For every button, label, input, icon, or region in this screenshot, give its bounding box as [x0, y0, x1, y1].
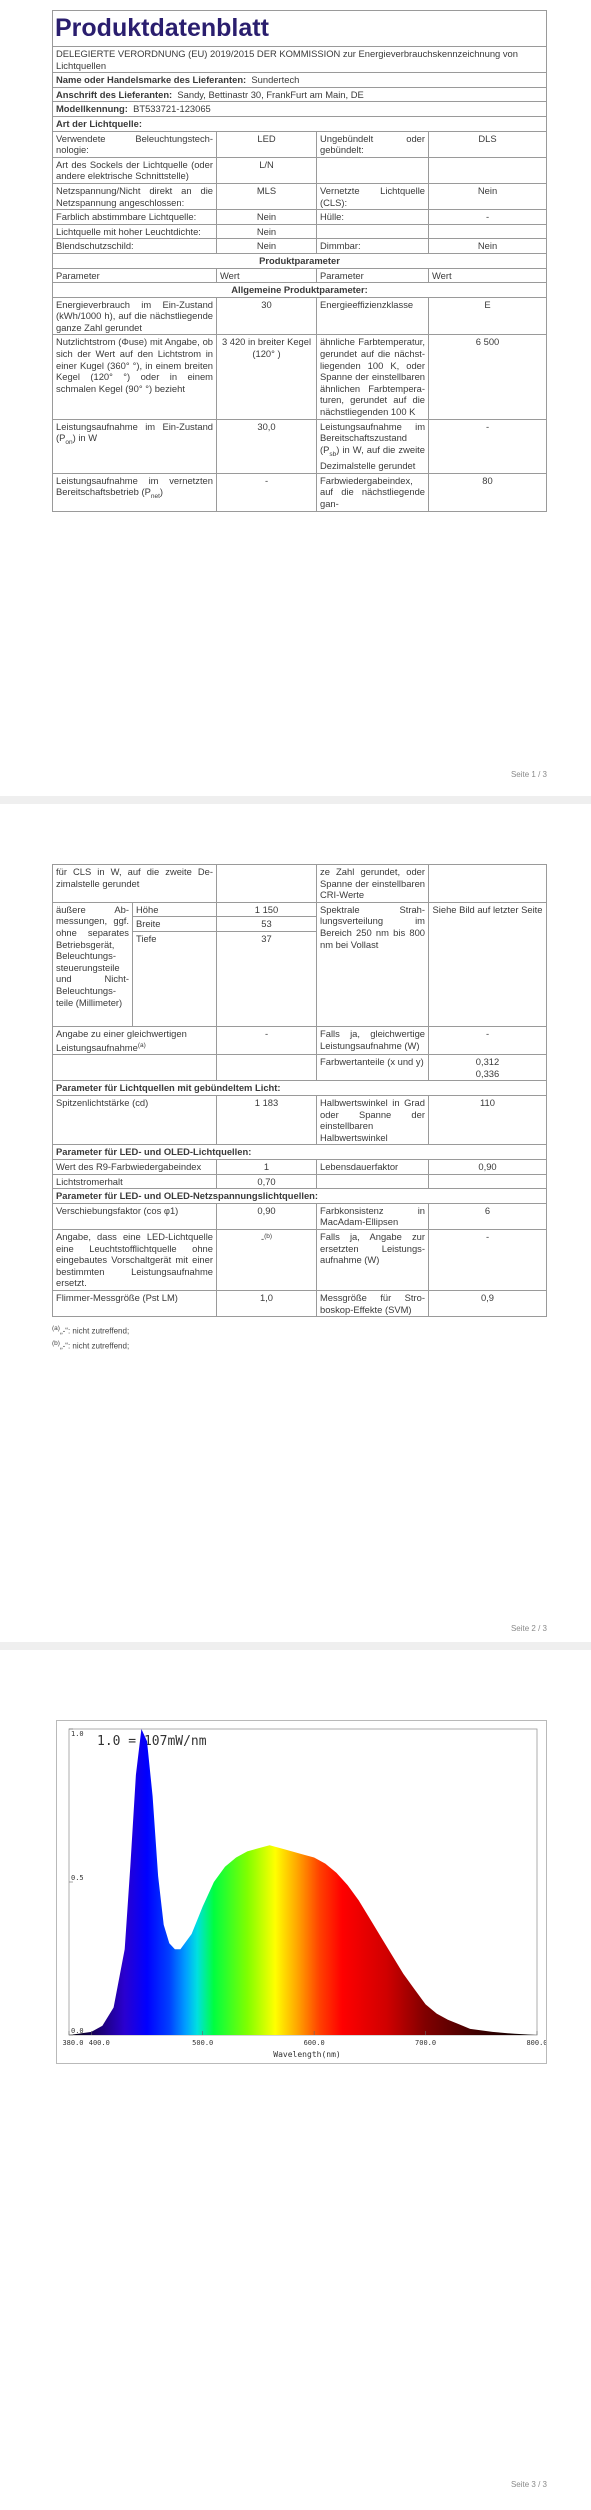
param-value: -$^{(b)}$: [217, 1230, 317, 1291]
equiv-label: Angabe zu einer gleichwertigen Leistungsaufnahme$^{(a)}$: [56, 1027, 187, 1053]
spectrum-chart-svg: [57, 1721, 546, 2063]
param-value: 0,9: [429, 1290, 547, 1316]
x-tick-label: 600.0: [303, 2039, 325, 2047]
footnote-b: $^{(b)}$„-“: nicht zutreffend;: [52, 1339, 130, 1351]
type-label: Netzspannung/Nicht direkt an die Netzspannung angeschlossen:: [53, 183, 217, 209]
type-value: [429, 224, 547, 239]
directional-heading: Parameter für Lichtquellen mit gebündeltem Licht:: [53, 1081, 547, 1096]
x-tick-label: 380.0: [62, 2039, 84, 2047]
param-label: für CLS in W, auf die zweite Dezimalstelle gerundet: [53, 865, 217, 903]
param-value: -: [429, 1230, 547, 1291]
param-label: [317, 1174, 429, 1189]
type-value: LED: [217, 131, 317, 157]
type-label: Farblich abstimmbare Lichtquelle:: [53, 210, 217, 225]
dimension-value: 53: [217, 917, 317, 932]
type-label: [317, 157, 429, 183]
chroma-x: 0,312: [475, 1056, 500, 1068]
page-separator: [0, 796, 591, 804]
param-value: [429, 1174, 547, 1189]
param-value: -: [429, 1026, 547, 1054]
type-value: Nein: [217, 224, 317, 239]
param-value: 6 500: [429, 335, 547, 419]
col-header-parameter: Parameter: [317, 268, 429, 283]
param-value: 80: [429, 473, 547, 511]
type-label: Hülle:: [317, 210, 429, 225]
param-label: Verschiebungsfaktor (cos φ1): [53, 1203, 217, 1229]
x-tick-label: 700.0: [415, 2039, 437, 2047]
param-label: Lebensdauerfaktor: [317, 1160, 429, 1175]
param-label: Leistungsaufnahme im Bereitschaftszustand $(P_{sb})$ in W, auf die zweite Dezimalstelle gerundet: [317, 419, 429, 473]
param-label: Leistungsaufnahme im Ein-Zustand $(P_{on})$ in W: [53, 419, 217, 473]
datasheet-page-2: [52, 864, 546, 1352]
param-label: Falls ja, Angabe zur ersetzten Leistungsaufnahme (W): [317, 1230, 429, 1291]
param-label: Flimmer-Messgröße (Pst LM): [53, 1290, 217, 1316]
param-value: 30: [217, 297, 317, 335]
chart-title: 1.0 = 107mW/nm: [97, 1734, 207, 1749]
param-label: Nutzlichtstrom (Φuse) mit Angabe, ob sich der Wert auf den Lichtstrom in einer Kugel (360° °), in einem breiten Kegel (120° °) oder in einem schmalen Kegel (90° °) bezieht: [53, 335, 217, 419]
dimension-value: 1 150: [217, 902, 317, 917]
param-label: Farbwiedergabeindex, auf die nächstliegende gan-: [317, 473, 429, 511]
plot-area: [62, 1729, 546, 2047]
y-tick-label: 0.5: [71, 1874, 84, 1882]
param-value: 1: [217, 1160, 317, 1175]
col-header-parameter: Parameter: [53, 268, 217, 283]
datasheet-page-1: [52, 10, 546, 512]
model-label: Modellkennung:: [56, 103, 128, 115]
page-title: Produktdatenblatt: [53, 11, 547, 47]
dimension-name: Breite: [133, 917, 217, 932]
spectrum-area: [69, 1729, 537, 2035]
model-id: BT533721-123065: [133, 103, 211, 115]
param-label: Leistungsaufnahme im vernetzten Bereitschaftsbetrieb $(P_{net})$: [53, 473, 217, 511]
datasheet-table-1: [52, 10, 547, 512]
chroma-y: 0,336: [475, 1067, 500, 1079]
type-label: [317, 224, 429, 239]
col-header-value: Wert: [429, 268, 547, 283]
page-number: Seite 2 / 3: [510, 1624, 547, 1633]
page-number: Seite 3 / 3: [510, 2480, 547, 2489]
regulation-text: DELEGIERTE VERORDNUNG (EU) 2019/2015 DER KOMMISSION zur Energieverbrauchskennzeichnung von Lichtquellen: [53, 47, 547, 73]
dimension-name: Höhe: [133, 902, 217, 917]
param-label: Spitzenlichtstärke (cd): [53, 1096, 217, 1145]
param-value: 0,90: [217, 1203, 317, 1229]
type-heading: Art der Lichtquelle:: [53, 116, 547, 131]
param-label: Energieverbrauch im Ein-Zustand (kWh/1000 h), auf die nächstliegende ganze Zahl gerundet: [53, 297, 217, 335]
x-tick-label: 800.0: [526, 2039, 546, 2047]
col-header-value: Wert: [217, 268, 317, 283]
dimensions-label: äußere Abmessungen, ggf. ohne separates Betriebsgerät, Beleuchtungssteuerungsteile und Nicht-Beleuchtungsteile (Millimeter): [53, 902, 133, 1026]
type-label: Blendschutzschild:: [53, 239, 217, 254]
param-value: [429, 1055, 547, 1081]
supplier-name-label: Name oder Handelsmarke des Lieferanten:: [56, 74, 247, 86]
param-label: Wert des R9-Farbwiedergabeindex: [53, 1160, 217, 1175]
param-label: Angabe, dass eine LED-Lichtquelle eine Leuchtstofflichtquelle ohne eingebautes Vorschaltgerät mit einer bestimmten Leistungsaufnahme ersetzt.: [53, 1230, 217, 1291]
param-value: -: [429, 419, 547, 473]
param-label: [53, 1055, 217, 1081]
param-label: ähnliche Farbtemperatur, gerundet auf die nächstliegenden 100 K, oder Spanne der einstellbaren ähnlichen Farbtemperaturen, gerundet auf die nächstliegenden 100 K: [317, 335, 429, 419]
y-tick-label: 1.0: [71, 1730, 84, 1738]
page-2: [0, 804, 591, 1642]
type-label: Verwendete Beleuchtungstechnologie:: [53, 131, 217, 157]
param-label: Falls ja, gleichwertige Leistungsaufnahme (W): [317, 1026, 429, 1054]
spectrum-chart: [56, 1720, 547, 2064]
page-separator: [0, 1642, 591, 1650]
param-value: [217, 865, 317, 903]
type-value: Nein: [217, 239, 317, 254]
param-label: Farbwertanteile (x und y): [317, 1055, 429, 1081]
spectral-value: Siehe Bild auf letzter Seite: [429, 902, 547, 1026]
param-value: 3 420 in breiter Kegel (120° ): [217, 335, 317, 419]
type-label: Ungebündelt oder gebündelt:: [317, 131, 429, 157]
param-value: 6: [429, 1203, 547, 1229]
type-value: [429, 157, 547, 183]
param-value: E: [429, 297, 547, 335]
type-value: DLS: [429, 131, 547, 157]
param-value: [429, 865, 547, 903]
param-label: Messgröße für Stroboskop-Effekte (SVM): [317, 1290, 429, 1316]
type-value: -: [429, 210, 547, 225]
param-value: 1,0: [217, 1290, 317, 1316]
supplier-address-row: [53, 87, 547, 102]
page-1: [0, 0, 591, 796]
y-tick-label: 0.0: [71, 2027, 84, 2035]
page-number: Seite 1 / 3: [510, 770, 547, 779]
param-value: [217, 1055, 317, 1081]
supplier-name-row: [53, 73, 547, 88]
spectral-label: Spektrale Strahlungsverteilung im Bereich 250 nm bis 800 nm bei Vollast: [317, 902, 429, 1026]
param-label: Farbkonsistenz in MacAdam-Ellipsen: [317, 1203, 429, 1229]
param-value: -: [217, 1026, 317, 1054]
dimension-value: 37: [217, 931, 317, 1026]
general-params-heading: Allgemeine Produktparameter:: [53, 283, 547, 298]
param-value: 0,70: [217, 1174, 317, 1189]
param-label: [53, 1026, 217, 1054]
x-axis-label: Wavelength(nm): [273, 2050, 341, 2059]
product-params-heading: Produktparameter: [53, 253, 547, 268]
param-label: ze Zahl gerundet, oder Spanne der einstellbaren CRI-Werte: [317, 865, 429, 903]
type-value: Nein: [217, 210, 317, 225]
x-tick-label: 500.0: [192, 2039, 214, 2047]
type-label: Dimmbar:: [317, 239, 429, 254]
param-label: Energieeffizienzklasse: [317, 297, 429, 335]
type-label: Art des Sockels der Lichtquelle (oder andere elektrische Schnittstelle): [53, 157, 217, 183]
datasheet-table-2: [52, 864, 547, 1317]
x-tick-label: 400.0: [88, 2039, 110, 2047]
param-value: 30,0: [217, 419, 317, 473]
footnote-a: $^{(a)}$„-“: nicht zutreffend;: [52, 1325, 130, 1336]
type-value: MLS: [217, 183, 317, 209]
param-value: -: [217, 473, 317, 511]
type-value: L/N: [217, 157, 317, 183]
type-label: Lichtquelle mit hoher Leuchtdichte:: [53, 224, 217, 239]
dimension-name: Tiefe: [133, 931, 217, 1026]
param-value: 1 183: [217, 1096, 317, 1145]
supplier-address-label: Anschrift des Lieferanten:: [56, 88, 173, 100]
mains-heading: Parameter für LED- und OLED-Netzspannungslichtquellen:: [53, 1189, 547, 1204]
model-row: [53, 102, 547, 117]
param-label: Lichtstromerhalt: [53, 1174, 217, 1189]
type-label: Vernetzte Lichtquelle (CLS):: [317, 183, 429, 209]
led-heading: Parameter für LED- und OLED-Lichtquellen:: [53, 1145, 547, 1160]
supplier-name: Sundertech: [251, 74, 300, 86]
type-value: Nein: [429, 239, 547, 254]
param-value: 110: [429, 1096, 547, 1145]
param-value: 0,90: [429, 1160, 547, 1175]
supplier-address: Sandy, Bettinastr 30, FrankFurt am Main, DE: [177, 88, 364, 100]
param-label: Halbwertswinkel in Grad oder Spanne der einstellbaren Halbwertswinkel: [317, 1096, 429, 1145]
type-value: Nein: [429, 183, 547, 209]
